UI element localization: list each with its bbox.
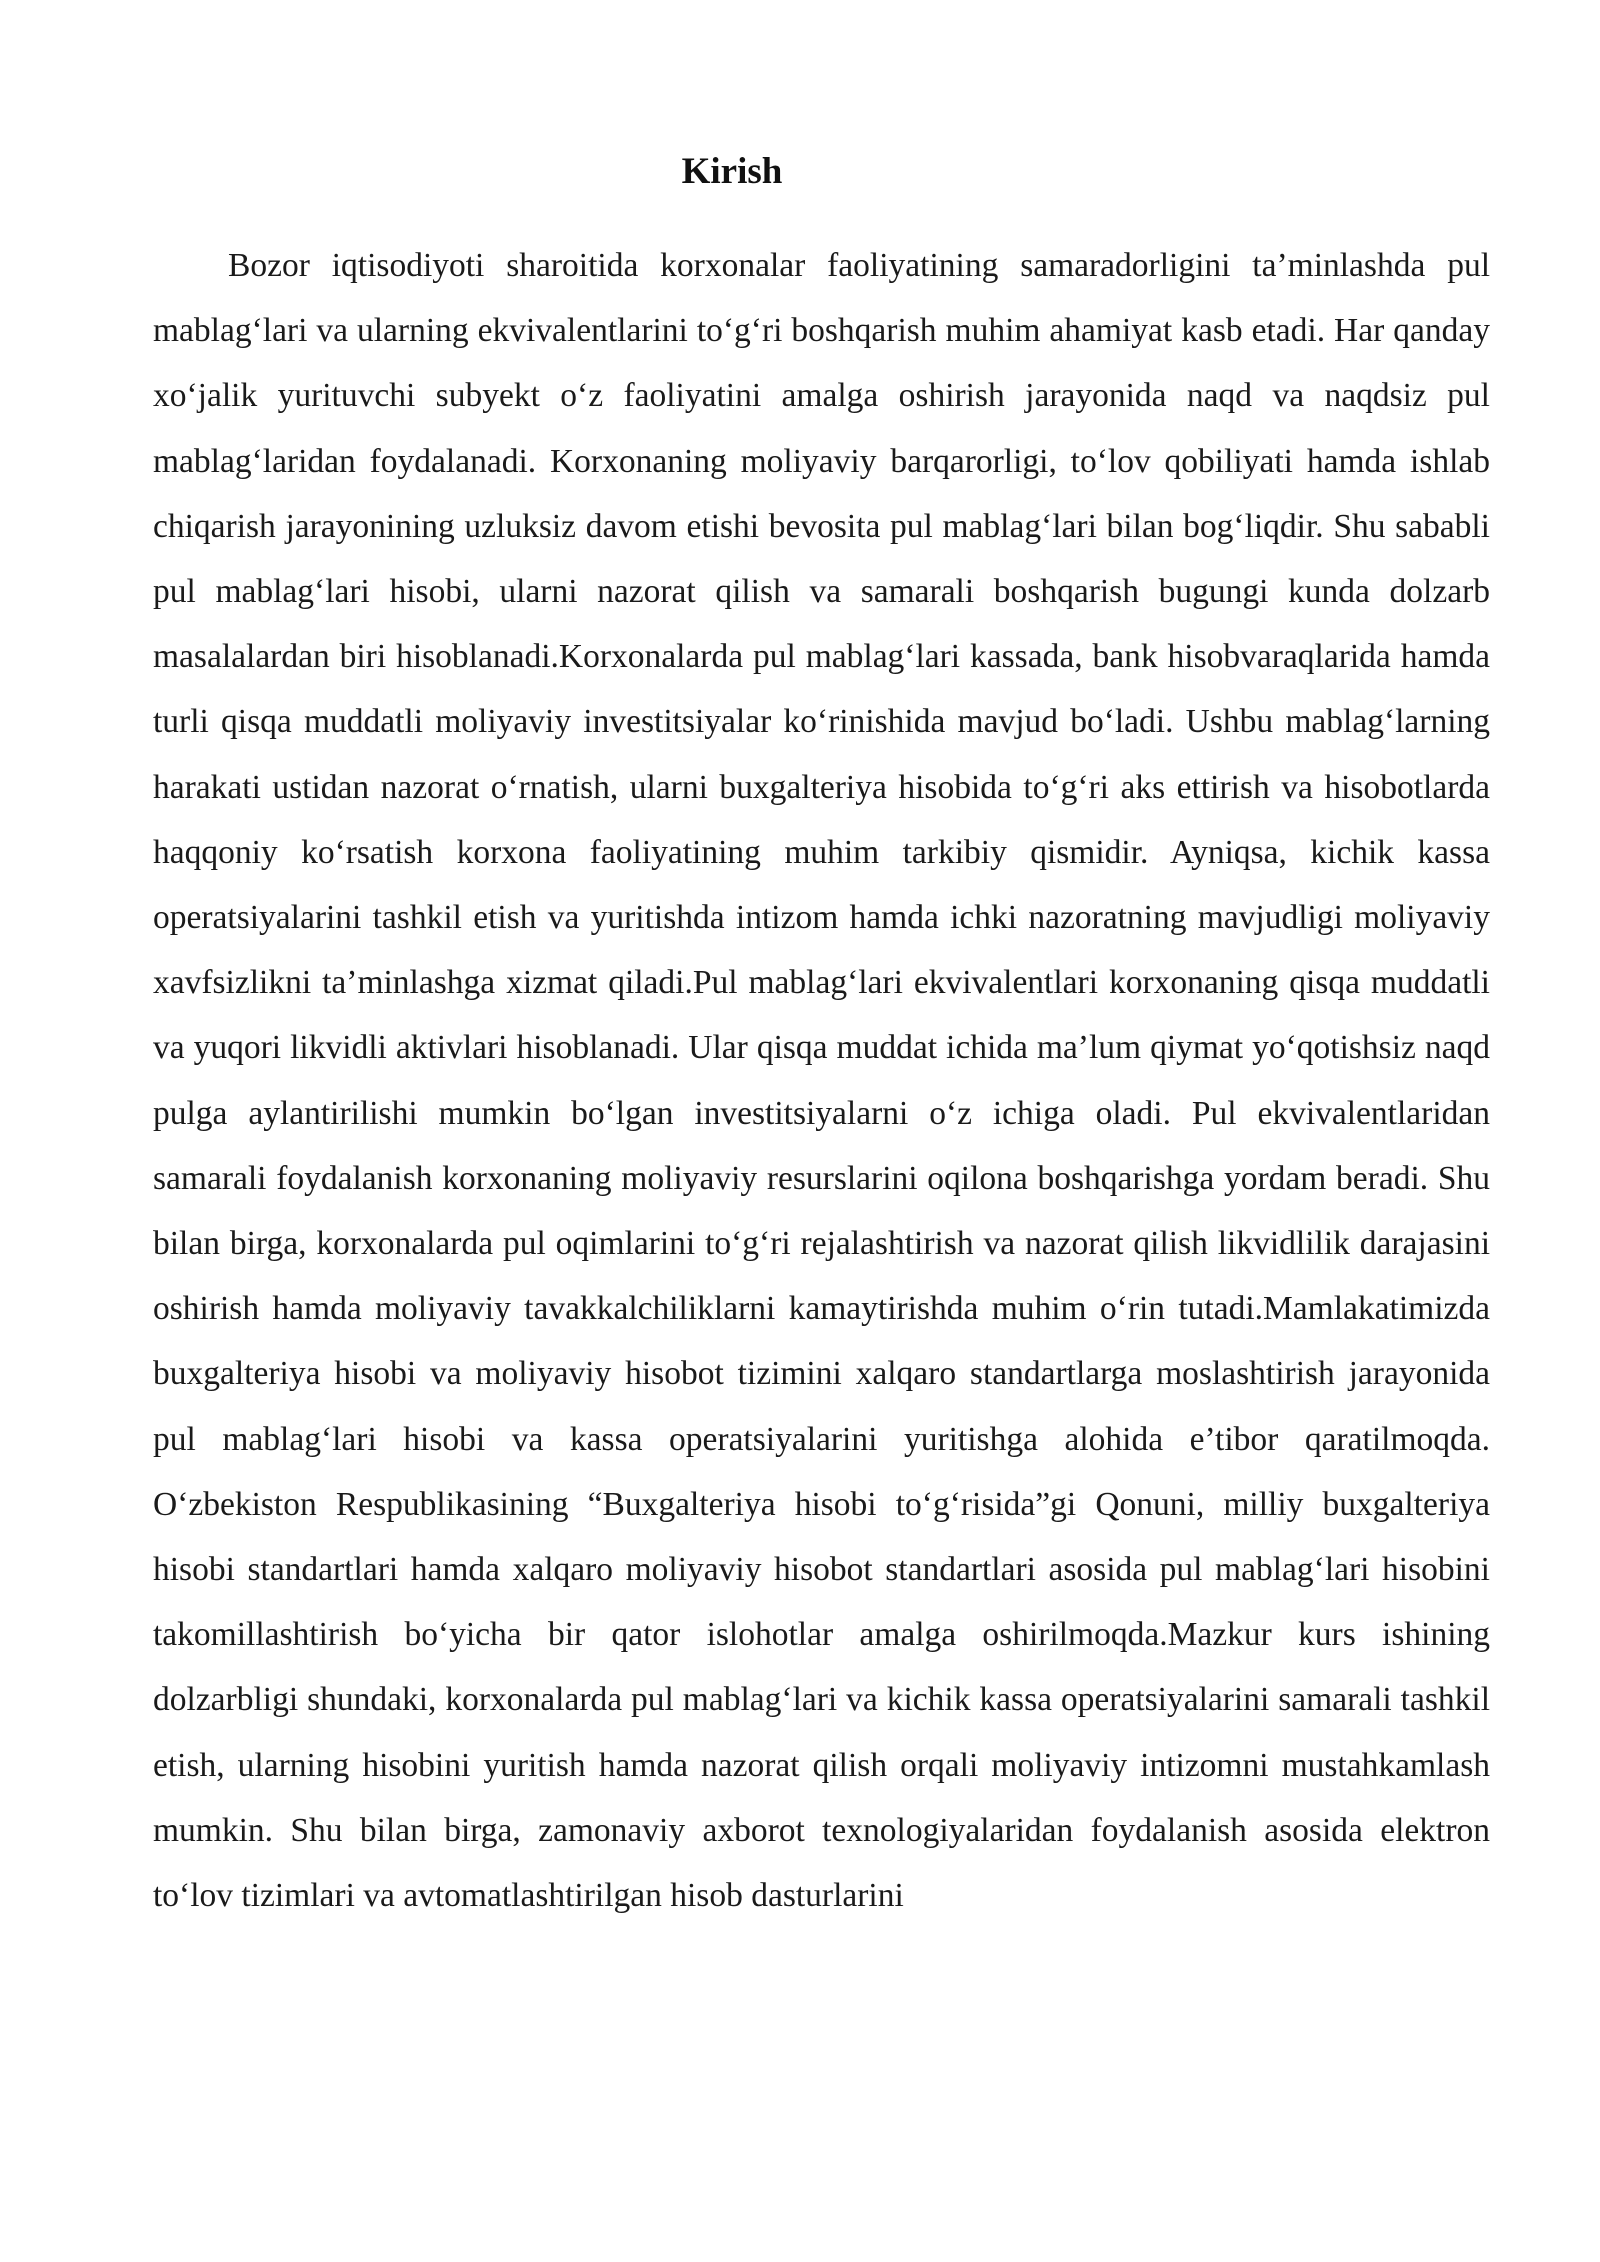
page-title: Kirish (681, 151, 783, 192)
body-paragraph: Bozor iqtisodiyoti sharoitida korxonalar faoliyatining samaradorligini ta’minlashda pul mablag‘lari va ularning ekvivalentlarini to‘g‘ri boshqarish muhim ahamiyat kasb etadi. Har qanday xo‘jalik yurituvchi subyekt o‘z faoliyatini amalga oshirish jarayonida naqd va naqdsiz pul mablag‘laridan foydalanadi. Korxonaning moliyaviy barqarorligi, to‘lov qobiliyati hamda ishlab chiqarish jarayonining uzluksiz davom etishi bevosita pul mablag‘lari bilan bog‘liqdir. Shu sababli pul mablag‘lari hisobi, ularni nazorat qilish va samarali boshqarish bugungi kunda dolzarb masalalardan biri hisoblanadi.Korxonalarda pul mablag‘lari kassada, bank hisobvaraqlarida hamda turli qisqa muddatli moliyaviy investitsiyalar ko‘rinishida mavjud bo‘ladi. Ushbu mablag‘larning harakati ustidan nazorat o‘rnatish, ularni buxgalteriya hisobida to‘g‘ri aks ettirish va hisobotlarda haqqoniy ko‘rsatish korxona faoliyatining muhim tarkibiy qismidir. Ayniqsa, kichik kassa operatsiyalarini tashkil etish va yuritishda intizom hamda ichki nazoratning mavjudligi moliyaviy xavfsizlikni ta’minlashga xizmat qiladi.Pul mablag‘lari ekvivalentlari korxonaning qisqa muddatli va yuqori likvidli aktivlari hisoblanadi. Ular qisqa muddat ichida ma’lum qiymat yo‘qotishsiz naqd pulga aylantirilishi mumkin bo‘lgan investitsiyalarni o‘z ichiga oladi. Pul ekvivalentlaridan samarali foydalanish korxonaning moliyaviy resurslarini oqilona boshqarishga yordam beradi. Shu bilan birga, korxonalarda pul oqimlarini to‘g‘ri rejalashtirish va nazorat qilish likvidlilik darajasini oshirish hamda moliyaviy tavakkalchiliklarni kamaytirishda muhim o‘rin tutadi.Mamlakatimizda buxgalteriya hisobi va moliyaviy hisobot tizimini xalqaro standartlarga moslashtirish jarayonida pul mablag‘lari hisobi va kassa operatsiyalarini yuritishga alohida e’tibor qaratilmoqda. O‘zbekiston Respublikasining “Buxgalteriya hisobi to‘g‘risida”gi Qonuni, milliy buxgalteriya hisobi standartlari hamda xalqaro moliyaviy hisobot standartlari asosida pul mablag‘lari hisobini takomillashtirish bo‘yicha bir qator islohotlar amalga oshirilmoqda.Mazkur kurs ishining dolzarbligi shundaki, korxonalarda pul mablag‘lari va kichik kassa operatsiyalarini samarali tashkil etish, ularning hisobini yuritish hamda nazorat qilish orqali moliyaviy intizomni mustahkamlash mumkin. Shu bilan birga, zamonaviy axborot texnologiyalaridan foydalanish asosida elektron to‘lov tizimlari va avtomatlashtirilgan hisob dasturlarini (153, 247, 1490, 1915)
